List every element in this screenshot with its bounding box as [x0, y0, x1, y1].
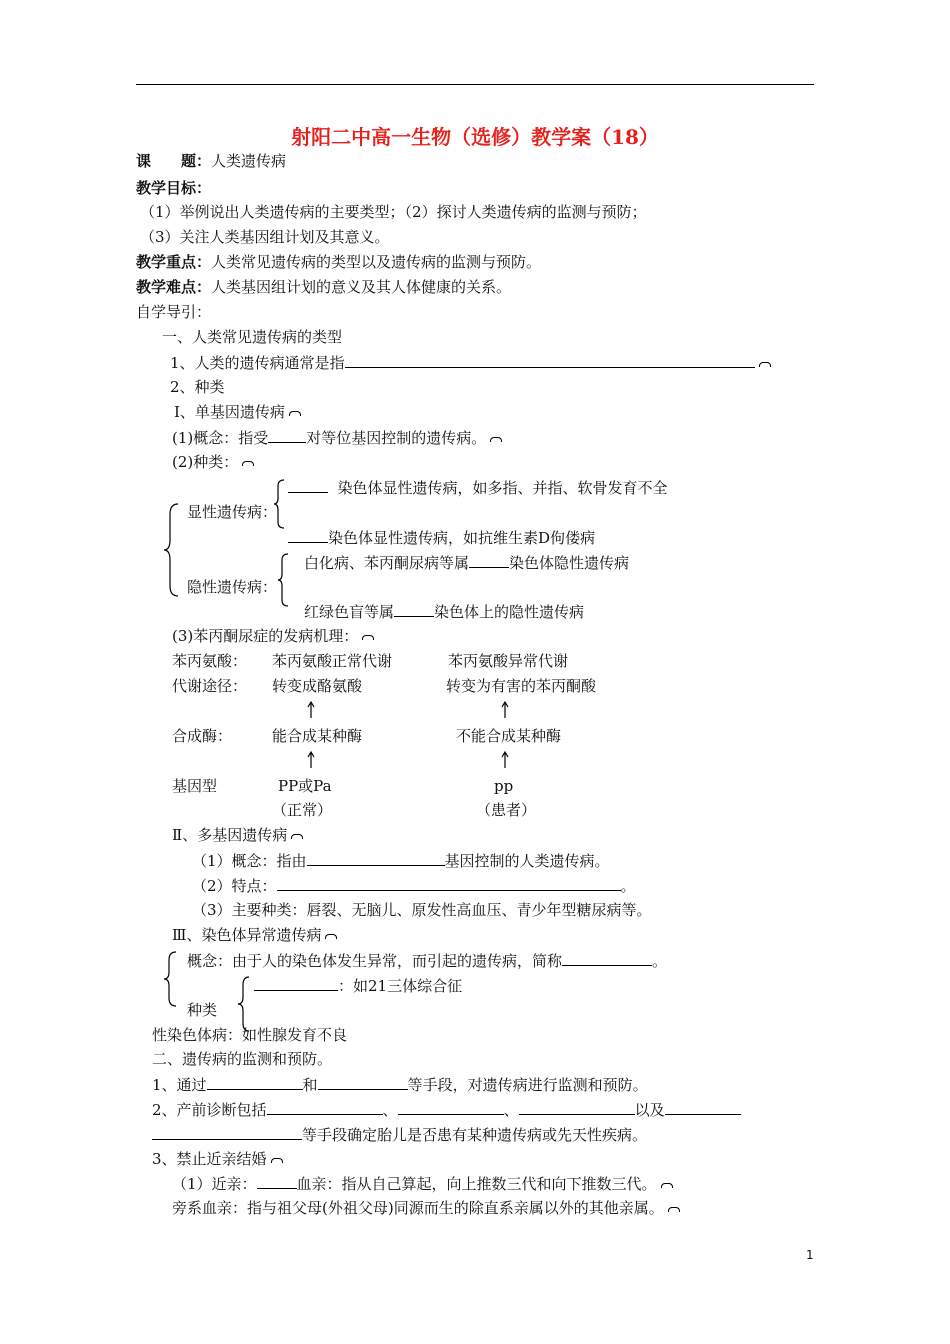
consanguinity-heading-text: 3、禁止近亲结婚	[152, 1150, 267, 1168]
dom2-blank[interactable]	[288, 527, 328, 543]
row1-label: 苯丙氨酸：	[172, 652, 248, 670]
recessive-brace	[276, 552, 290, 608]
multi-types-line: （3）主要种类：唇裂、无脑儿、原发性高血压、青少年型糖尿病等。	[192, 901, 652, 919]
sex-chrom-line: 性染色体病：如性腺发育不良	[152, 1026, 348, 1044]
allele-count-blank[interactable]	[268, 427, 306, 443]
single-gene-heading-text: Ⅰ、单基因遗传病	[174, 403, 285, 421]
rec2-text-a: 红绿色盲等属	[304, 603, 395, 621]
row3-label: 合成酶：	[172, 727, 233, 745]
dom1-blank[interactable]	[288, 477, 328, 493]
multi-concept-a: （1）概念：指由	[192, 852, 307, 870]
row5-abnormal: （患者）	[476, 801, 537, 819]
row2-label: 代谢途径：	[172, 677, 248, 695]
dominant-label: 显性遗传病：	[187, 503, 278, 521]
difficulty-value: 人类基因组计划的意义及其人体健康的关系。	[211, 278, 512, 296]
rec2-blank[interactable]	[394, 601, 434, 617]
prenatal-text-a: 2、产前诊断包括	[152, 1101, 267, 1119]
row4-label: 基因型	[172, 777, 218, 795]
row1-normal: 苯丙氨酸正常代谢	[272, 652, 393, 670]
chrom-brace	[162, 950, 180, 1008]
prenatal-text-c: 以及	[634, 1101, 665, 1119]
chrom-kinds-label: 种类	[187, 1001, 218, 1019]
arrow-up-icon	[500, 750, 510, 770]
guide-label: 自学导引：	[136, 303, 212, 321]
format-mark-icon	[242, 461, 254, 466]
objectives-line1: （1）举例说出人类遗传病的主要类型；（2）探讨人类遗传病的监测与预防；	[140, 203, 647, 221]
row3-normal: 能合成某种酶	[272, 727, 363, 745]
collateral-text: 旁系血亲：指与祖父母(外祖父母)同源而生的除直系亲属以外的其他亲属。	[172, 1199, 664, 1217]
key-point-value: 人类常见遗传病的类型以及遗传病的监测与预防。	[211, 253, 542, 271]
multi-feature-line	[192, 875, 636, 896]
near-kin-blank[interactable]	[257, 1173, 297, 1189]
mechanism-heading	[172, 626, 374, 646]
single-concept-b: 对等位基因控制的遗传病。	[306, 429, 487, 447]
objectives-line2: （3）关注人类基因组计划及其意义。	[140, 228, 390, 246]
monitor-line	[152, 1074, 648, 1095]
multi-concept-line	[192, 850, 610, 871]
monitor-blank-2[interactable]	[318, 1074, 408, 1090]
multi-concept-b: 基因控制的人类遗传病。	[444, 852, 610, 870]
difficulty-line	[136, 277, 511, 297]
topic-value: 人类遗传病	[211, 152, 287, 170]
chrom-abbrev-blank[interactable]	[562, 950, 652, 966]
recessive-item-2	[304, 601, 584, 622]
row1-abnormal: 苯丙氨酸异常代谢	[448, 652, 569, 670]
row4-normal: PP或Pa	[278, 777, 332, 795]
key-point-label: 教学重点：	[136, 253, 212, 271]
format-mark-icon	[271, 1158, 283, 1163]
prenatal-blank-1[interactable]	[267, 1099, 383, 1115]
collateral-line	[172, 1198, 680, 1218]
prenatal-line-2	[152, 1124, 647, 1145]
dominant-item-1	[288, 477, 668, 498]
chrom-concept-end: 。	[652, 952, 668, 970]
chrom-heading-text: Ⅲ、染色体异常遗传病	[172, 926, 322, 944]
prenatal-text-d: 等手段确定胎儿是否患有某种遗传病或先天性疾病。	[302, 1126, 648, 1144]
near-kin-label: （1）近亲：	[172, 1175, 257, 1193]
arrow-up-icon	[500, 700, 510, 720]
row3-abnormal: 不能合成某种酶	[456, 727, 562, 745]
near-kin-line	[172, 1173, 673, 1194]
rec1-blank[interactable]	[469, 552, 509, 568]
prenatal-blank-2[interactable]	[398, 1099, 504, 1115]
near-kin-text: 血亲：指从自己算起，向上推数三代和向下推数三代。	[296, 1175, 657, 1193]
monitor-text-a: 1、通过	[152, 1076, 207, 1094]
arrow-up-icon	[306, 700, 316, 720]
topic-label: 课 题：	[136, 152, 212, 170]
page-number: 1	[806, 1248, 814, 1262]
key-point-line	[136, 252, 541, 272]
prenatal-blank-3[interactable]	[519, 1099, 635, 1115]
multi-feature-label: （2）特点：	[192, 877, 277, 895]
recessive-label: 隐性遗传病：	[187, 578, 278, 596]
prenatal-sep-1: 、	[382, 1101, 398, 1119]
arrow-up-icon	[306, 750, 316, 770]
format-mark-icon	[668, 1207, 680, 1212]
autosomal-blank[interactable]	[254, 975, 338, 991]
definition-text: 1、人类的遗传病通常是指	[170, 354, 345, 372]
prenatal-blank-4[interactable]	[665, 1099, 741, 1115]
autosomal-line	[254, 975, 462, 996]
recessive-item-1	[304, 552, 629, 573]
format-mark-icon	[362, 635, 374, 640]
monitor-text-c: 等手段，对遗传病进行监测和预防。	[407, 1076, 648, 1094]
definition-line	[170, 352, 771, 373]
format-mark-icon	[759, 362, 771, 367]
row2-normal: 转变成酪氨酸	[272, 677, 363, 695]
kinds-heading: 2、种类	[170, 378, 225, 396]
multi-concept-blank[interactable]	[307, 850, 445, 866]
row5-normal: （正常）	[272, 801, 333, 819]
difficulty-label: 教学难点：	[136, 278, 212, 296]
autosomal-text: ：如21三体综合征	[338, 977, 463, 995]
chrom-concept-line	[187, 950, 667, 971]
monitor-blank-1[interactable]	[207, 1074, 303, 1090]
rec1-text-b: 染色体隐性遗传病	[509, 554, 630, 572]
format-mark-icon	[325, 934, 337, 939]
format-mark-icon	[289, 411, 301, 416]
big-left-brace	[162, 502, 182, 598]
multi-gene-heading-text: Ⅱ、多基因遗传病	[172, 826, 288, 844]
single-types-line	[172, 452, 254, 472]
single-gene-heading	[174, 402, 301, 422]
prenatal-blank-5[interactable]	[152, 1124, 302, 1140]
consanguinity-heading	[152, 1149, 283, 1169]
single-types-label: (2)种类：	[172, 453, 239, 471]
multi-feature-end: 。	[620, 877, 636, 895]
topic-line	[136, 151, 286, 171]
objectives-label: 教学目标：	[136, 179, 212, 197]
row2-abnormal: 转变为有害的苯丙酮酸	[446, 677, 597, 695]
dom2-text: 染色体显性遗传病，如抗维生素D佝偻病	[328, 529, 596, 547]
chrom-concept-text: 概念：由于人的染色体发生异常，而引起的遗传病，简称	[187, 952, 563, 970]
definition-blank[interactable]	[345, 352, 755, 368]
rec1-text-a: 白化病、苯丙酮尿病等属	[304, 554, 470, 572]
format-mark-icon	[661, 1183, 673, 1188]
header-rule	[136, 84, 814, 85]
multi-feature-blank[interactable]	[277, 875, 621, 891]
single-concept-a: (1)概念：指受	[172, 429, 269, 447]
prenatal-sep-2: 、	[503, 1101, 519, 1119]
chrom-heading	[172, 925, 337, 945]
page-title: 射阳二中高一生物（选修）教学案（18）	[291, 125, 659, 149]
prenatal-line	[152, 1099, 741, 1120]
row4-abnormal: pp	[494, 777, 514, 795]
dom1-text: 染色体显性遗传病，如多指、并指、软骨发育不全	[337, 479, 668, 497]
format-mark-icon	[490, 437, 502, 442]
format-mark-icon	[291, 834, 303, 839]
rec2-text-b: 染色体上的隐性遗传病	[434, 603, 585, 621]
dominant-item-2	[288, 527, 595, 548]
section1-heading: 一、人类常见遗传病的类型	[162, 328, 343, 346]
mechanism-heading-text: (3)苯丙酮尿症的发病机理：	[172, 627, 359, 645]
section2-heading: 二、遗传病的监测和预防。	[152, 1050, 333, 1068]
monitor-text-b: 和	[302, 1076, 318, 1094]
multi-gene-heading	[172, 825, 303, 845]
single-concept-line	[172, 427, 502, 448]
